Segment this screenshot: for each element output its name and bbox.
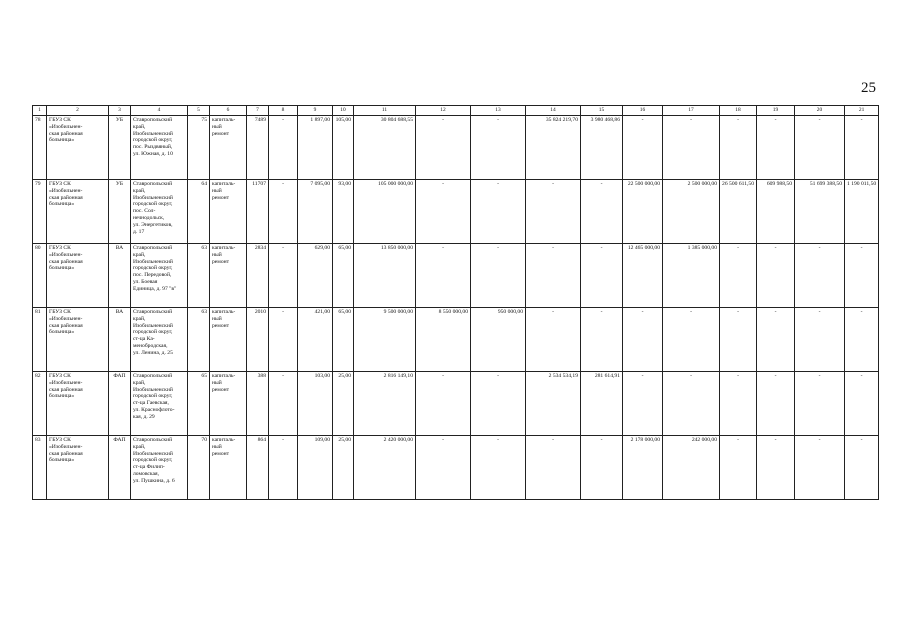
cell-line: ный — [212, 379, 222, 386]
table-cell: 25,00 — [333, 436, 354, 500]
table-cell: - — [526, 244, 581, 308]
cell-line: ская районная — [49, 258, 83, 265]
table-cell: 25,00 — [333, 372, 354, 436]
table-cell: - — [416, 372, 471, 436]
table-cell: 30 804 688,55 — [354, 116, 416, 180]
table-cell: 12 465 000,00 — [623, 244, 663, 308]
table-cell: УБ — [109, 116, 131, 180]
cell-line: ул. Пушкина, д. 6 — [133, 477, 175, 484]
column-header: 4 — [131, 106, 188, 116]
table-cell: - — [623, 116, 663, 180]
table-cell: - — [269, 180, 298, 244]
table-cell: 629,00 — [298, 244, 333, 308]
table-cell: - — [526, 308, 581, 372]
table-cell: 109,00 — [298, 436, 333, 500]
table-cell: - — [795, 244, 845, 308]
table-cell: ВА — [109, 244, 131, 308]
table-cell: - — [269, 372, 298, 436]
cell-line: пос. Сол- — [133, 208, 156, 215]
cell-line: край, — [133, 443, 146, 450]
cell-line: ул. Южная, д. 10 — [133, 151, 173, 158]
table-cell: 11707 — [247, 180, 269, 244]
table-cell — [131, 180, 188, 244]
column-header: 3 — [109, 106, 131, 116]
table-cell: - — [720, 372, 757, 436]
table-cell: 103,00 — [298, 372, 333, 436]
table-cell: 80 — [33, 244, 47, 308]
cell-line: ул. Энергетиков, — [133, 221, 173, 228]
table-cell: 51 699 388,50 — [795, 180, 845, 244]
cell-line: городской округ, — [133, 457, 173, 464]
table-row — [33, 308, 879, 372]
table-cell: 105,00 — [333, 116, 354, 180]
table-cell: 2010 — [247, 308, 269, 372]
cell-line: ломовская, — [133, 471, 159, 478]
table-cell: 65 — [188, 372, 210, 436]
table-cell: - — [720, 436, 757, 500]
column-header: 1 — [33, 106, 47, 116]
cell-line: Изобильненский — [133, 130, 173, 137]
cell-line: край, — [133, 379, 146, 386]
table-cell — [131, 244, 188, 308]
table-row — [33, 244, 879, 308]
table-cell: - — [526, 436, 581, 500]
cell-line: ская районная — [49, 450, 83, 457]
cell-line: ул. Ленина, д. 25 — [133, 349, 173, 356]
table-row — [33, 372, 879, 436]
table-cell: - — [720, 244, 757, 308]
cell-line: «Изобильнен- — [49, 123, 83, 130]
cell-line: капиталь- — [212, 373, 236, 379]
table-cell: 64 — [188, 180, 210, 244]
table-cell: - — [795, 308, 845, 372]
cell-line: больница» — [49, 457, 75, 464]
cell-line: Изобильненский — [133, 450, 173, 457]
cell-line: капиталь- — [212, 309, 236, 315]
cell-line: ская районная — [49, 194, 83, 201]
cell-line: «Изобильнен- — [49, 187, 83, 194]
cell-line: городской округ, — [133, 201, 173, 208]
table-cell: 609 988,50 — [757, 180, 795, 244]
table-cell: - — [581, 436, 623, 500]
table-cell: 7 095,00 — [298, 180, 333, 244]
cell-line: д. 17 — [133, 228, 145, 235]
cell-line: ный — [212, 443, 222, 450]
table-cell — [210, 180, 247, 244]
table-cell: ФАП — [109, 372, 131, 436]
column-header: 19 — [757, 106, 795, 116]
table-cell: ВА — [109, 308, 131, 372]
table-cell: 242 000,00 — [663, 436, 720, 500]
cell-line: ремонт — [212, 258, 230, 265]
table-cell: - — [471, 244, 526, 308]
cell-line: менобродская, — [133, 343, 168, 350]
cell-line: Изобильненский — [133, 322, 173, 329]
table-cell: 83 — [33, 436, 47, 500]
table-cell: - — [663, 116, 720, 180]
table-cell: - — [269, 116, 298, 180]
cell-line: ГБУЗ СК — [49, 245, 71, 251]
cell-line: Ставропольский — [133, 181, 173, 187]
table-row — [33, 180, 879, 244]
table-cell: - — [845, 244, 879, 308]
cell-line: Ставропольский — [133, 373, 173, 379]
table-cell: - — [757, 308, 795, 372]
cell-line: край, — [133, 123, 146, 130]
table-cell: 2 500 000,00 — [663, 180, 720, 244]
cell-line: ный — [212, 251, 222, 258]
table-cell: 2 816 149,10 — [354, 372, 416, 436]
column-header: 8 — [269, 106, 298, 116]
cell-line: край, — [133, 315, 146, 322]
table-cell: - — [581, 180, 623, 244]
table-cell: - — [416, 244, 471, 308]
table-cell — [131, 436, 188, 500]
table-cell: 9 500 000,00 — [354, 308, 416, 372]
cell-line: ГБУЗ СК — [49, 117, 71, 123]
cell-line: Изобильненский — [133, 386, 173, 393]
cell-line: Единица, д. 97 "в" — [133, 285, 177, 292]
cell-line: ГБУЗ СК — [49, 373, 71, 379]
column-header: 13 — [471, 106, 526, 116]
table-cell: - — [795, 372, 845, 436]
column-header: 14 — [526, 106, 581, 116]
table-cell: 22 500 000,00 — [623, 180, 663, 244]
cell-line: ремонт — [212, 322, 230, 329]
cell-line: городской округ, — [133, 137, 173, 144]
table-cell: - — [526, 180, 581, 244]
cell-line: ремонт — [212, 194, 230, 201]
cell-line: ный — [212, 187, 222, 194]
column-header: 7 — [247, 106, 269, 116]
table-cell: - — [720, 308, 757, 372]
cell-line: ская районная — [49, 130, 83, 137]
table-cell: - — [471, 180, 526, 244]
table-cell: - — [623, 308, 663, 372]
table-cell: - — [581, 244, 623, 308]
table-cell — [210, 308, 247, 372]
column-header: 20 — [795, 106, 845, 116]
table-cell: 63 — [188, 308, 210, 372]
table-cell: 2 534 534,19 — [526, 372, 581, 436]
table-cell: 2 178 000,00 — [623, 436, 663, 500]
cell-line: ул. Краснофлото- — [133, 407, 175, 414]
table-cell: 81 — [33, 308, 47, 372]
table-cell: 388 — [247, 372, 269, 436]
cell-line: ская районная — [49, 322, 83, 329]
table-cell: 3 980 468,86 — [581, 116, 623, 180]
cell-line: нечнодольск, — [133, 215, 165, 222]
table-cell: 13 850 000,00 — [354, 244, 416, 308]
column-header: 11 — [354, 106, 416, 116]
table-cell: - — [269, 308, 298, 372]
table-cell — [47, 308, 109, 372]
cell-line: больница» — [49, 393, 75, 400]
table-cell: 26 500 611,50 — [720, 180, 757, 244]
table-cell: 864 — [247, 436, 269, 500]
table-cell — [210, 116, 247, 180]
cell-line: ГБУЗ СК — [49, 181, 71, 187]
header-row — [33, 106, 879, 116]
cell-line: ремонт — [212, 130, 230, 137]
column-header: 2 — [47, 106, 109, 116]
table-cell: - — [269, 244, 298, 308]
column-header: 9 — [298, 106, 333, 116]
column-header: 5 — [188, 106, 210, 116]
cell-line: ст-ца Гаевская, — [133, 400, 169, 407]
column-header: 10 — [333, 106, 354, 116]
cell-line: больница» — [49, 329, 75, 336]
cell-line: Ставропольский — [133, 245, 173, 251]
table-cell: 1 897,00 — [298, 116, 333, 180]
cell-line: ГБУЗ СК — [49, 437, 71, 443]
cell-line: «Изобильнен- — [49, 379, 83, 386]
table-cell — [131, 308, 188, 372]
table-cell: - — [471, 116, 526, 180]
table-cell — [47, 180, 109, 244]
table-cell: - — [663, 372, 720, 436]
table-cell — [210, 244, 247, 308]
table-cell: - — [416, 180, 471, 244]
table-cell: - — [471, 436, 526, 500]
table-cell — [131, 116, 188, 180]
column-header: 21 — [845, 106, 879, 116]
cell-line: ремонт — [212, 386, 230, 393]
cell-line: больница» — [49, 201, 75, 208]
table-cell — [210, 372, 247, 436]
table-cell: - — [663, 308, 720, 372]
table-cell: - — [757, 116, 795, 180]
cell-line: ст-ца Филип- — [133, 464, 165, 471]
cell-line: городской округ, — [133, 329, 173, 336]
table-cell: 950 000,00 — [471, 308, 526, 372]
table-cell: - — [757, 372, 795, 436]
table-cell: - — [757, 436, 795, 500]
table-cell: 82 — [33, 372, 47, 436]
table-cell: - — [720, 116, 757, 180]
table-cell: 1 385 000,00 — [663, 244, 720, 308]
table-cell: - — [845, 372, 879, 436]
table-cell: 8 550 000,00 — [416, 308, 471, 372]
cell-line: ремонт — [212, 450, 230, 457]
cell-line: пос. Рыздвяный, — [133, 144, 173, 151]
cell-line: капиталь- — [212, 437, 236, 443]
table-cell: 421,00 — [298, 308, 333, 372]
table-cell: 79 — [33, 180, 47, 244]
page-number: 25 — [861, 80, 876, 96]
cell-line: ный — [212, 123, 222, 130]
table-row — [33, 116, 879, 180]
table-cell: 1 190 011,50 — [845, 180, 879, 244]
table-cell: - — [845, 308, 879, 372]
table-cell: - — [795, 436, 845, 500]
table-cell: 78 — [33, 116, 47, 180]
table-cell: УБ — [109, 180, 131, 244]
table-cell: 75 — [188, 116, 210, 180]
cell-line: «Изобильнен- — [49, 251, 83, 258]
table-cell: - — [416, 116, 471, 180]
cell-line: капиталь- — [212, 245, 236, 251]
cell-line: кая, д. 29 — [133, 413, 155, 420]
column-header: 18 — [720, 106, 757, 116]
cell-line: городской округ, — [133, 265, 173, 272]
cell-line: Ставропольский — [133, 437, 173, 443]
cell-line: Изобильненский — [133, 194, 173, 201]
cell-line: городской округ, — [133, 393, 173, 400]
table-cell — [47, 116, 109, 180]
table-cell: - — [845, 116, 879, 180]
cell-line: «Изобильнен- — [49, 315, 83, 322]
column-header: 12 — [416, 106, 471, 116]
table-cell: 105 000 000,00 — [354, 180, 416, 244]
cell-line: больница» — [49, 137, 75, 144]
cell-line: ный — [212, 315, 222, 322]
cell-line: край, — [133, 251, 146, 258]
cell-line: пос. Передовой, — [133, 272, 172, 279]
table-cell: 2834 — [247, 244, 269, 308]
column-header: 15 — [581, 106, 623, 116]
column-header: 17 — [663, 106, 720, 116]
column-header: 16 — [623, 106, 663, 116]
table-cell: 93,00 — [333, 180, 354, 244]
table-cell: 7489 — [247, 116, 269, 180]
cell-line: «Изобильнен- — [49, 443, 83, 450]
table-cell — [210, 436, 247, 500]
cell-line: Ставропольский — [133, 117, 173, 123]
table-cell — [47, 436, 109, 500]
table-cell: 281 614,91 — [581, 372, 623, 436]
table-row — [33, 436, 879, 500]
cell-line: капиталь- — [212, 117, 236, 123]
cell-line: ст-ца Ка- — [133, 336, 155, 343]
cell-line: ул. Боевая — [133, 279, 158, 286]
cell-line: капиталь- — [212, 181, 236, 187]
table-cell: - — [845, 436, 879, 500]
table-cell: - — [581, 308, 623, 372]
table-cell: 70 — [188, 436, 210, 500]
table-cell: - — [795, 116, 845, 180]
table-cell — [47, 372, 109, 436]
data-table — [32, 105, 879, 500]
table-cell: 2 420 000,00 — [354, 436, 416, 500]
table-cell: 65,00 — [333, 244, 354, 308]
cell-line: ГБУЗ СК — [49, 309, 71, 315]
table-cell: 65,00 — [333, 308, 354, 372]
table-cell: ФАП — [109, 436, 131, 500]
cell-line: Ставропольский — [133, 309, 173, 315]
table-cell: - — [269, 436, 298, 500]
table-cell — [131, 372, 188, 436]
table-cell — [47, 244, 109, 308]
cell-line: ская районная — [49, 386, 83, 393]
table-cell: - — [757, 244, 795, 308]
cell-line: больница» — [49, 265, 75, 272]
table-cell: - — [416, 436, 471, 500]
table-cell: - — [623, 372, 663, 436]
cell-line: Изобильненский — [133, 258, 173, 265]
table-cell: - — [471, 372, 526, 436]
cell-line: край, — [133, 187, 146, 194]
column-header: 6 — [210, 106, 247, 116]
table-cell: 35 824 219,70 — [526, 116, 581, 180]
table-cell: 63 — [188, 244, 210, 308]
